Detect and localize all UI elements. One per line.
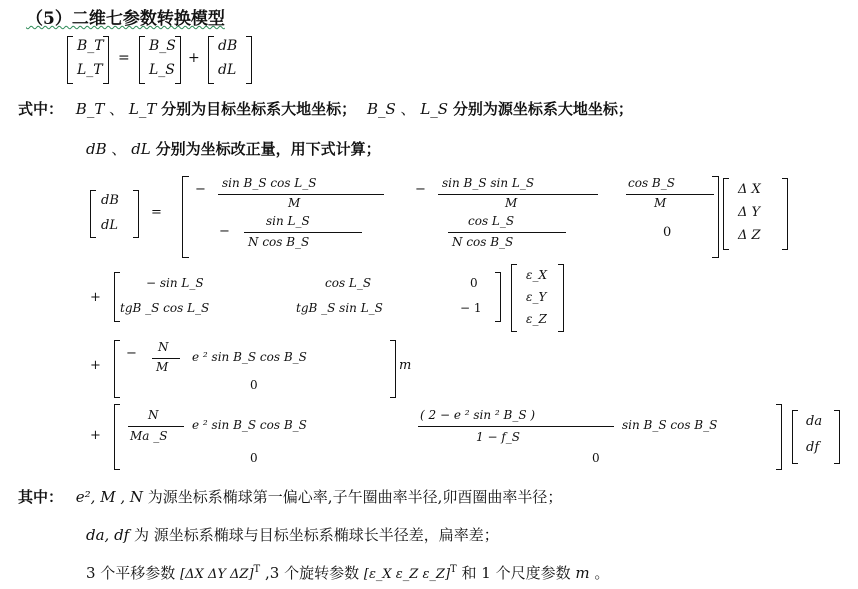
m1-a11-bar: [218, 194, 384, 195]
m3-bracket-right: [390, 340, 396, 398]
m4-den2: 1 − f_S: [476, 430, 520, 444]
m1-v3: Δ Z: [738, 228, 761, 243]
line1-desc2: 分别为源坐标系大地坐标；: [452, 100, 633, 118]
eq1-r1-bracket-right: [175, 36, 181, 84]
eq1-lhs-bottom: L_T: [77, 62, 103, 78]
m2-v2: ε_Y: [526, 290, 547, 304]
line1-lead: 式中：: [18, 100, 64, 118]
line2-desc: 分别为坐标改正量，用下式计算；: [155, 140, 381, 158]
note3-vec2: [ε_X ε_Z ε_Z]: [363, 567, 451, 582]
section-title: [26, 4, 225, 29]
note3-t3: 和 1 个尺度参数: [461, 564, 571, 582]
eq1-r1-bottom: L_S: [149, 62, 175, 78]
m2-bracket-right: [495, 272, 501, 322]
m4-bar2: [418, 426, 614, 427]
eq1-lhs-bracket-left: [67, 36, 73, 84]
line1-desc1: 分别为目标坐标系大地坐标；: [161, 100, 357, 118]
eq1-r2-bracket-right: [246, 36, 252, 84]
m1-lhs-bracket-right: [133, 190, 139, 238]
m3-den: M: [156, 360, 169, 374]
eq1-plus: +: [188, 50, 200, 66]
m1-equals: =: [151, 205, 162, 220]
note1-vars: e², M , N: [75, 488, 144, 506]
m2-a13: 0: [470, 276, 478, 290]
eq1-r1-top: B_S: [149, 38, 176, 54]
m4-vec-bracket-right: [834, 410, 840, 464]
m1-vec-bracket-right: [782, 178, 788, 250]
m1-a11-den: M: [288, 196, 301, 210]
m1-bracket-left: [182, 176, 189, 258]
m1-a13-num: cos B_S: [628, 176, 675, 190]
note1-lead: 其中：: [18, 488, 64, 506]
eq1-lhs-bracket-right: [103, 36, 109, 84]
note2-desc: 为 源坐标系椭球与目标坐标系椭球长半径差，扁率差；: [134, 526, 499, 544]
m1-a22-den: N cos B_S: [452, 235, 514, 249]
m1-a13-bar: [626, 194, 714, 195]
eq1-equals: =: [118, 50, 130, 66]
note-2: [86, 524, 499, 545]
m1-a12-num: sin B_S sin L_S: [442, 176, 535, 190]
eq1-lhs-top: B_T: [77, 38, 104, 54]
m4-bar1: [128, 426, 184, 427]
m4-plus: +: [90, 428, 101, 443]
note3-vec1: [ΔX ΔY ΔZ]: [180, 567, 254, 582]
m2-v1: ε_X: [526, 268, 547, 282]
eq1-r2-top: dB: [218, 38, 238, 54]
m1-a11-num: sin B_S cos L_S: [222, 176, 317, 190]
line1-bs: B_S: [366, 100, 396, 118]
m1-a12-sign: −: [415, 182, 426, 197]
line1-sep2: 、: [400, 100, 416, 118]
m1-a11-sign: −: [195, 182, 206, 197]
m2-v3: ε_Z: [526, 312, 547, 326]
m3-bar: [152, 358, 180, 359]
m3-bracket-left: [114, 340, 120, 398]
note1-desc: 为源坐标系椭球第一偏心率,子午圈曲率半径,卯酉圈曲率半径；: [147, 488, 563, 506]
eq1-r2-bottom: dL: [218, 62, 237, 78]
line-2: [86, 138, 381, 159]
m3-plus: +: [90, 358, 101, 373]
m3-a21: 0: [250, 378, 258, 392]
m4-num2: ( 2 − e ² sin ² B_S ): [420, 408, 536, 422]
m1-lhs-bracket-left: [90, 190, 96, 238]
m2-a22: tgB _S sin L_S: [296, 301, 383, 315]
m1-a21-sign: −: [219, 224, 230, 239]
line2-dl: dL: [131, 140, 151, 158]
m3-rest: e ² sin B_S cos B_S: [192, 350, 307, 364]
section-title-text: （5）二维七参数转换模型: [26, 9, 225, 29]
m1-a13-den: M: [654, 196, 667, 210]
m1-bracket-right: [712, 176, 719, 258]
m4-num1: N: [148, 408, 159, 422]
note3-m: m: [575, 564, 590, 582]
m4-bracket-right: [776, 404, 782, 470]
m4-bracket-left: [114, 404, 120, 470]
line1-ls: L_S: [420, 100, 449, 118]
m4-den1: Ma _S: [130, 429, 168, 443]
line1-bt: B_T: [75, 100, 105, 118]
m1-a12-bar: [438, 194, 598, 195]
line1-sep1: 、: [109, 100, 125, 118]
note-3: [86, 562, 609, 583]
note2-vars: da, df: [86, 526, 130, 544]
note3-t2: ,3 个旋转参数: [265, 564, 360, 582]
m2-vec-bracket-right: [558, 264, 564, 332]
line-1: [18, 98, 633, 119]
m1-a22-num: cos L_S: [468, 214, 515, 228]
note3-t4: 。: [594, 564, 610, 582]
m4-v2: df: [806, 440, 820, 455]
m2-a11: − sin L_S: [146, 276, 204, 290]
m2-plus: +: [90, 290, 101, 305]
m2-a21: tgB _S cos L_S: [120, 301, 210, 315]
m4-a22: 0: [592, 451, 600, 465]
m1-a21-den: N cos B_S: [248, 235, 310, 249]
m1-v1: Δ X: [738, 182, 761, 197]
note3-sup2: T: [450, 564, 457, 575]
eq1-r2-bracket-left: [208, 36, 214, 84]
m3-num: N: [158, 340, 169, 354]
m1-a22-bar: [448, 232, 566, 233]
m1-a12-den: M: [505, 196, 518, 210]
m1-lhs-top: dB: [101, 193, 119, 208]
line1-lt: L_T: [128, 100, 157, 118]
m3-sign: −: [126, 346, 137, 361]
m4-vec-bracket-left: [792, 410, 798, 464]
m1-a23: 0: [663, 225, 672, 240]
eq1-r1-bracket-left: [139, 36, 145, 84]
m1-a21-bar: [244, 232, 362, 233]
m2-a23: − 1: [460, 301, 482, 315]
m1-lhs-bottom: dL: [101, 218, 118, 233]
note3-sup1: T: [253, 564, 261, 575]
m4-rest1: e ² sin B_S cos B_S: [192, 418, 307, 432]
note3-t1: 3 个平移参数: [86, 564, 176, 582]
m1-vec-bracket-left: [723, 178, 729, 250]
m4-a21: 0: [250, 451, 258, 465]
m4-v1: da: [806, 414, 823, 429]
note-1: [18, 486, 562, 507]
m2-vec-bracket-left: [511, 264, 517, 332]
m4-rest2: sin B_S cos B_S: [622, 418, 718, 432]
m1-v2: Δ Y: [738, 205, 761, 220]
line2-sep: 、: [111, 140, 127, 158]
m2-a12: cos L_S: [325, 276, 372, 290]
line2-db: dB: [86, 140, 107, 158]
m1-a21-num: sin L_S: [266, 214, 310, 228]
m3-m: m: [399, 358, 412, 373]
